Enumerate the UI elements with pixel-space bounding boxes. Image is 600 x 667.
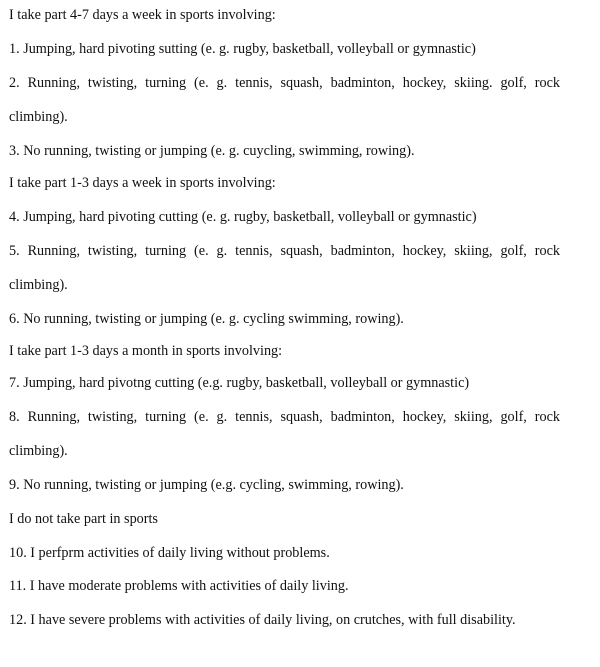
- list-item-5-continuation: climbing).: [9, 277, 68, 293]
- section-heading: I take part 4-7 days a week in sports involving:: [9, 7, 276, 23]
- list-item-2-continuation: climbing).: [9, 109, 68, 125]
- list-item-8-continuation: climbing).: [9, 443, 68, 459]
- list-item-11: 11. I have moderate problems with activities of daily living.: [9, 578, 349, 594]
- section-heading: I do not take part in sports: [9, 511, 158, 527]
- list-item-5: 5. Running, twisting, turning (e. g. tennis, squash, badminton, hockey, skiing, golf, rock: [9, 243, 560, 259]
- list-item-3: 3. No running, twisting or jumping (e. g. cuycling, swimming, rowing).: [9, 143, 415, 159]
- list-item-8: 8. Running, twisting, turning (e. g. tennis, squash, badminton, hockey, skiing, golf, rock: [9, 409, 560, 425]
- list-item-1: 1. Jumping, hard pivoting sutting (e. g. rugby, basketball, volleyball or gymnastic): [9, 41, 476, 57]
- list-item-4: 4. Jumping, hard pivoting cutting (e. g. rugby, basketball, volleyball or gymnastic): [9, 209, 477, 225]
- list-item-2: 2. Running, twisting, turning (e. g. tennis, squash, badminton, hockey, skiing. golf, rock: [9, 75, 560, 91]
- list-item-6: 6. No running, twisting or jumping (e. g. cycling swimming, rowing).: [9, 311, 404, 327]
- list-item-9: 9. No running, twisting or jumping (e.g. cycling, swimming, rowing).: [9, 477, 404, 493]
- section-heading: I take part 1-3 days a month in sports involving:: [9, 343, 283, 359]
- list-item-12: 12. I have severe problems with activities of daily living, on crutches, with full disability.: [9, 612, 516, 628]
- list-item-10: 10. I perfprm activities of daily living without problems.: [9, 545, 330, 561]
- list-item-7: 7. Jumping, hard pivotng cutting (e.g. rugby, basketball, volleyball or gymnastic): [9, 375, 470, 391]
- section-heading: I take part 1-3 days a week in sports involving:: [9, 175, 276, 191]
